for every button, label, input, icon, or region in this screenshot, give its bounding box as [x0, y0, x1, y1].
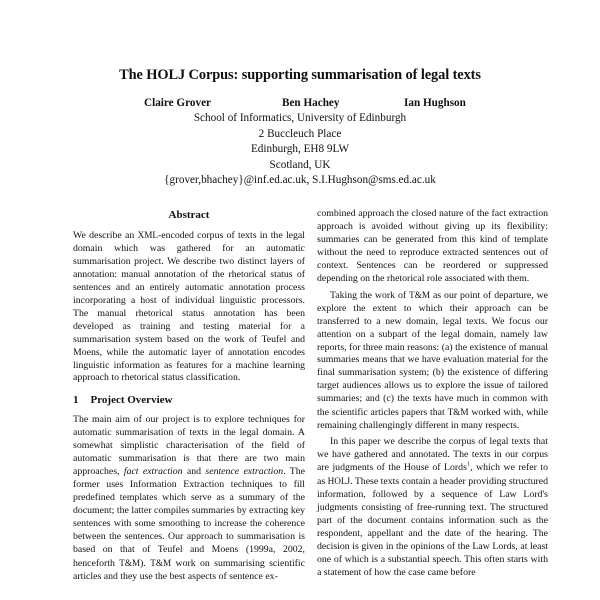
author-name: Ian Hughson: [404, 97, 466, 109]
body-paragraph: In this paper we describe the corpus of legal texts that we have gathered and annotated. The texts in our corpus are judgments of the House of Lords$^1$, which we refer to as HOLJ. These texts contain a header providing structured information, followed by a sequence of Law Lord's judgments consisting of free-running text. The structured part of the document contains information such as the respondent, appellant and the date of the hearing. The decision is given in the opinions of the Law Lords, at least one of which is a substantial speech. This often starts with a statement of how the case came before: [317, 436, 549, 578]
body-paragraph: combined approach the closed nature of the fact extraction approach is avoided without giving up its flexibility: summaries can be generated from this kind of template without the need to reproduce extracted sentences out of context. Sentences can be reordered or suppressed depending on the rhetorical role associated with them.: [317, 208, 548, 284]
abstract-text: We describe an XML-encoded corpus of texts in the legal domain which was gathered for an automatic summarisation project. We describe two distinct layers of annotation: manual annotation of the rhetorical status of sentences and an entirely automatic annotation process incorporating a host of individual linguistic processors. The manual rhetorical status annotation has been developed as training and testing material for a summarisation system based on the work of Teufel and Moens, while the automatic layer of annotation encodes linguistic information as features for a machine learning approach to rhetorical status classification.: [73, 230, 306, 384]
footnote-marker: 1: [466, 460, 471, 468]
abstract-heading: Abstract: [168, 209, 210, 221]
affiliation-line: School of Informatics, University of Edinburgh: [193, 112, 407, 124]
section-heading: [73, 394, 305, 407]
section-number: 1: [73, 394, 79, 407]
author-name: Claire Grover: [144, 97, 211, 109]
affiliation-line: Edinburgh, EH8 9LW: [250, 143, 350, 156]
right-column: [317, 208, 548, 580]
body-paragraph: The main aim of our project is to explore techniques for automatic summarisation of texts in the legal domain. A somewhat simplistic characterisation of the field of automatic summarisation is that there are two main approaches, fact extraction and sentence extraction. The former uses Information Extraction techniques to fill predefined templates which serve as a summary of the document; the latter compiles summaries by extracting key sentences with some smoothing to increase the coherence between the sentences. Our approach to summarisation is based on that of Teufel and Moens (1999a, 2002, henceforth T&M). T&M work on summarising scientific articles and they use the best aspects of sentence ex-: [73, 414, 306, 582]
paper-title: The HOLJ Corpus: supporting summarisation of legal texts: [119, 67, 481, 83]
body-paragraph: Taking the work of T&M as our point of departure, we explore the extent to which their approach can be transferred to a new domain, legal texts. We focus our attention on a subpart of the legal domain, namely law reports, for three main reasons: (a) the existence of manual summaries means that we have evaluation material for the final summarisation system; (b) the existence of differing target audiences allows us to explore the issue of tailored summaries; and (c) the texts have much in common with the scientific articles papers that T&M worked with, while remaining challengingly different in many respects.: [317, 289, 548, 432]
section-title: Project Overview: [90, 394, 173, 407]
affiliation-line: Scotland, UK: [269, 158, 331, 171]
author-name: Ben Hachey: [282, 97, 340, 109]
affiliation-line: 2 Buccleuch Place: [258, 127, 342, 140]
affiliation-block: [0, 111, 600, 189]
left-column: [73, 209, 305, 584]
author-emails: {grover,bhachey}@inf.ed.ac.uk, S.I.Hughson@sms.ed.ac.uk: [164, 174, 436, 187]
